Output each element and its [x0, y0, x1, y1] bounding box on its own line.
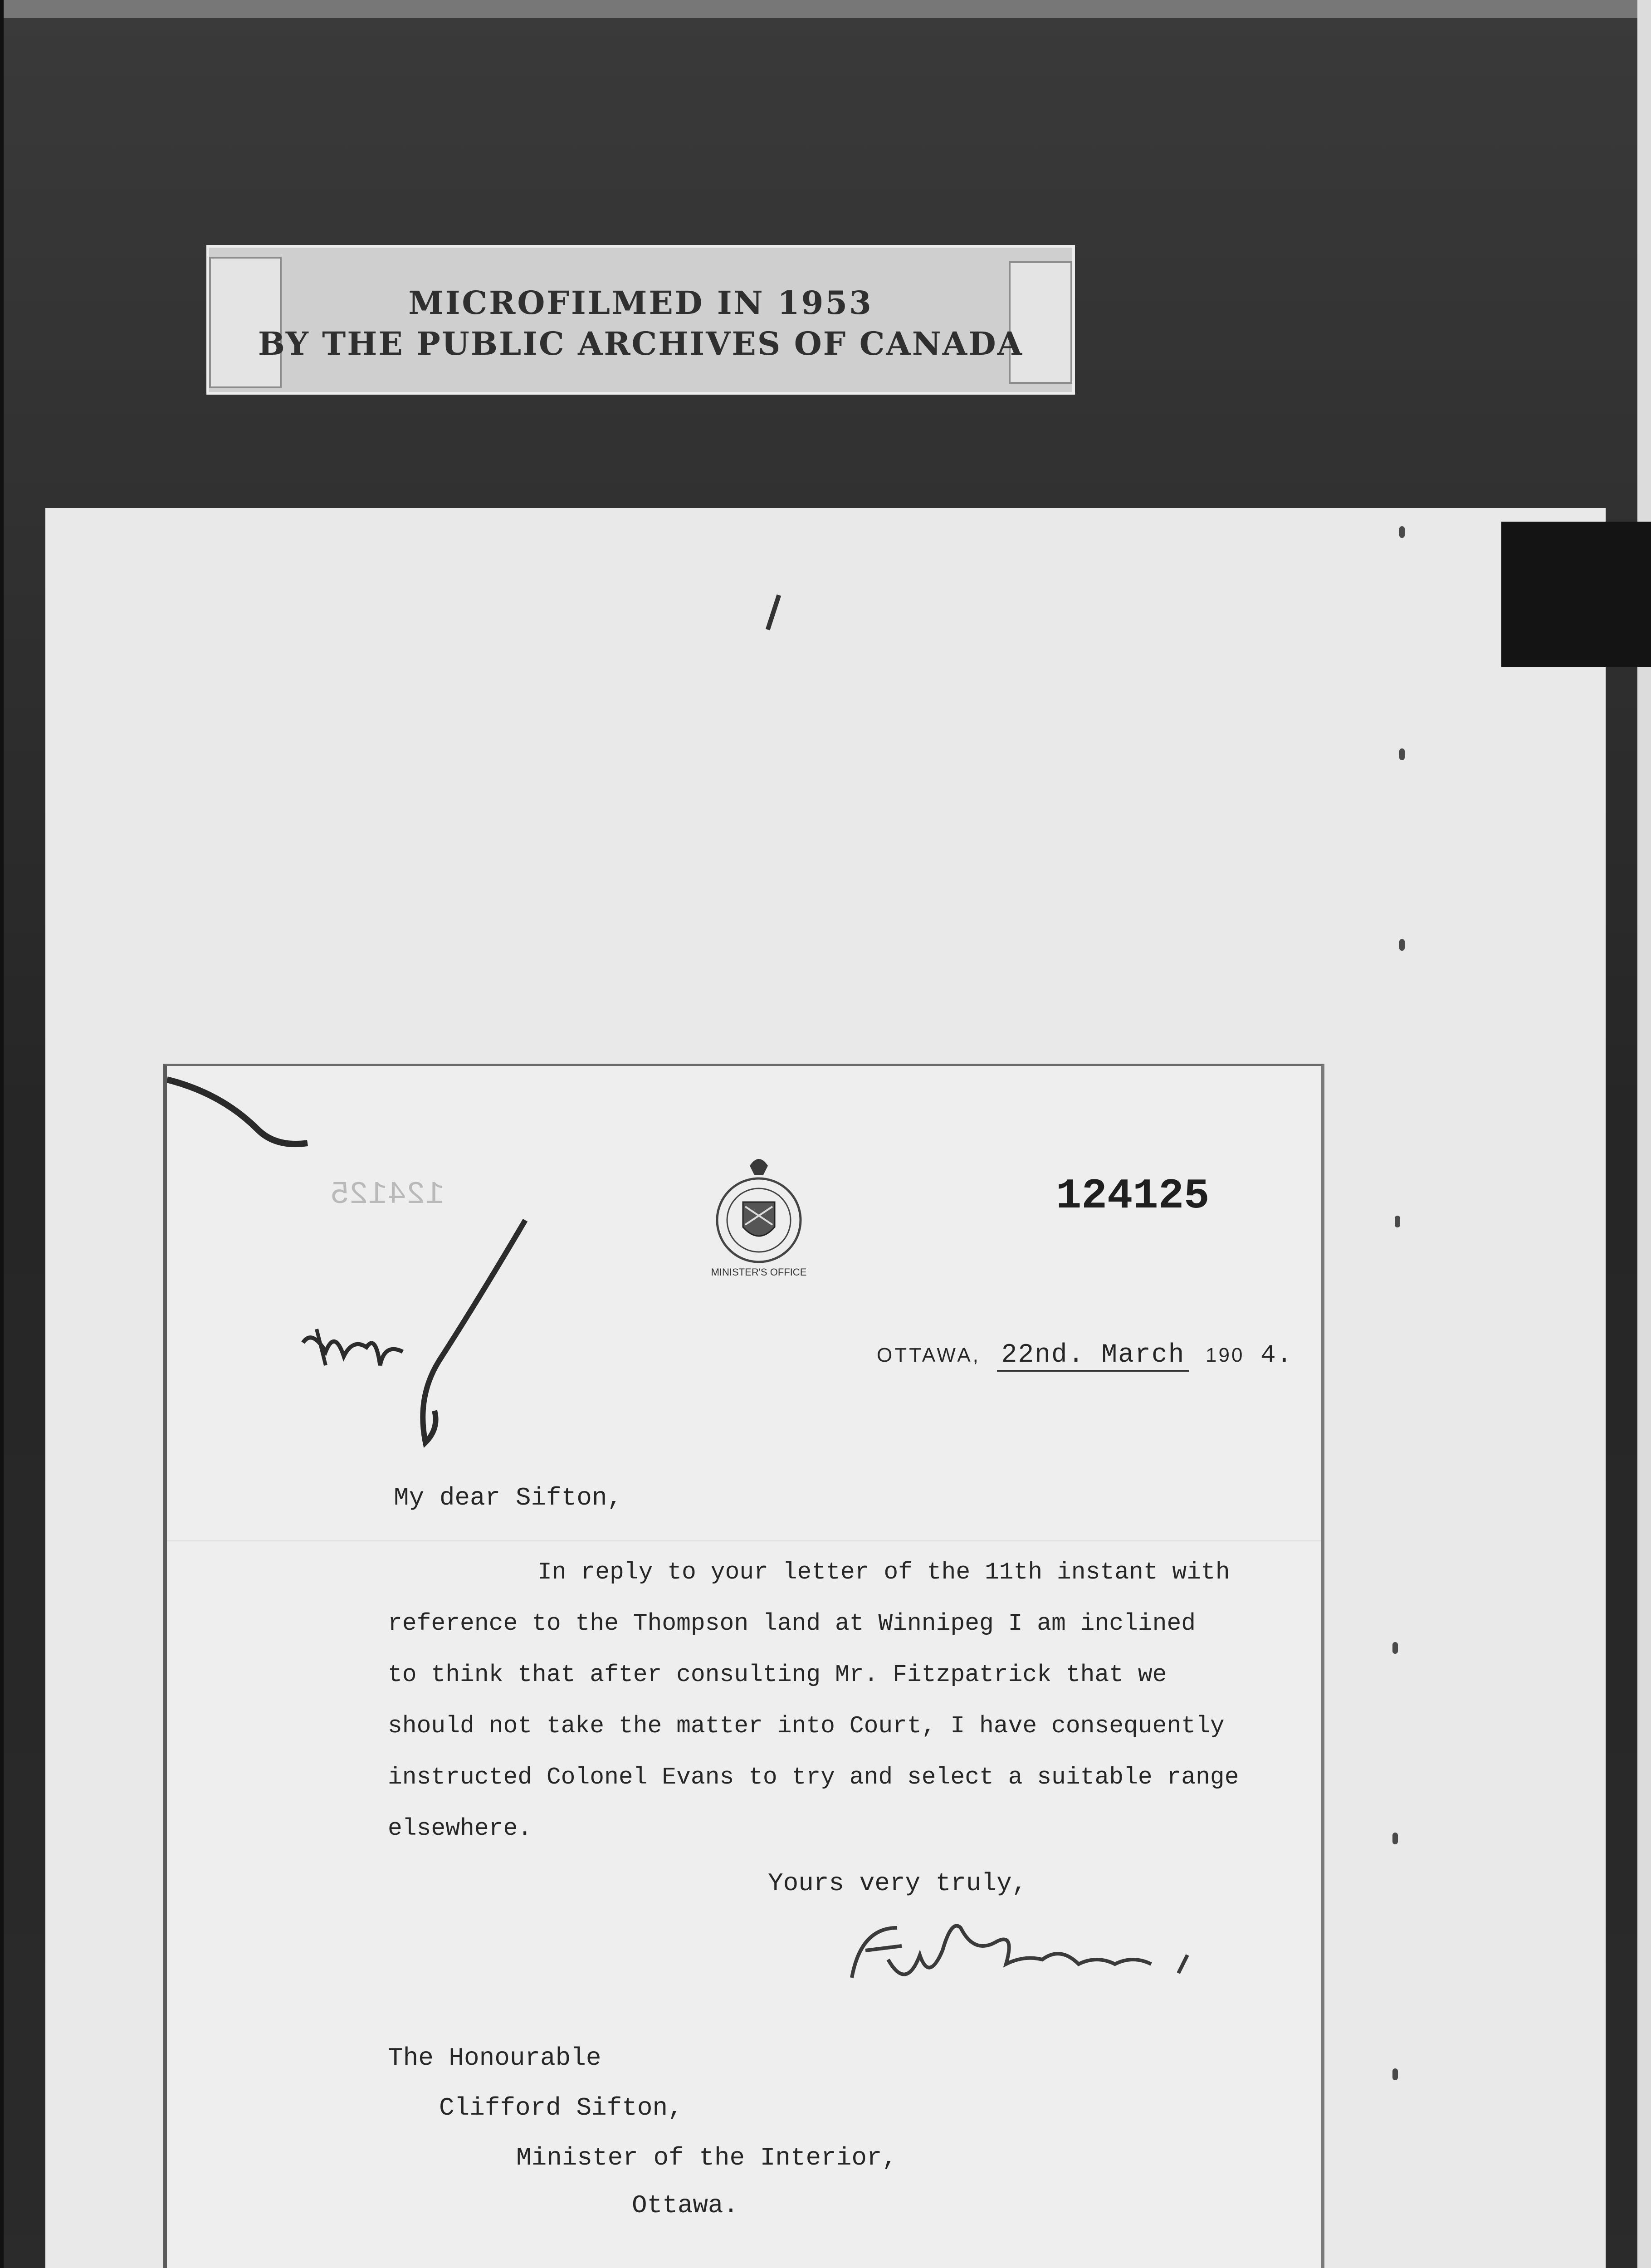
crest-emblem	[695, 1152, 822, 1288]
microfilm-banner	[206, 245, 1075, 395]
letter-body	[388, 1547, 1277, 1854]
address-line: Minister of the Interior,	[516, 2143, 898, 2172]
mount-shadow	[1501, 522, 1651, 667]
margin-mark	[1399, 526, 1405, 538]
address-line: Clifford Sifton,	[439, 2093, 683, 2122]
film-top-edge	[0, 0, 1651, 18]
margin-mark	[1392, 1833, 1398, 1844]
margin-mark	[1392, 2068, 1398, 2080]
dateline-century: 190	[1206, 1344, 1245, 1366]
signature	[825, 1901, 1233, 2005]
dateline-city: OTTAWA,	[877, 1344, 981, 1366]
film-right-edge	[1637, 0, 1651, 2268]
closing: Yours very truly,	[768, 1869, 1027, 1898]
body-line: should not take the matter into Court, I have consequently	[388, 1712, 1225, 1740]
salutation: My dear Sifton,	[394, 1483, 623, 1512]
file-number: 124125	[1056, 1173, 1210, 1221]
body-line: to think that after consulting Mr. Fitzpatrick that we	[388, 1661, 1167, 1688]
banner-line-2: BY THE PUBLIC ARCHIVES OF CANADA	[258, 325, 1024, 362]
banner-left-tab	[209, 257, 282, 388]
margin-mark	[1399, 748, 1405, 760]
body-line: In reply to your letter of the 11th instant with	[537, 1559, 1230, 1586]
margin-mark	[1399, 939, 1405, 951]
dateline	[877, 1340, 1293, 1372]
dateline-year-digit: 4.	[1260, 1340, 1293, 1369]
margin-mark	[1395, 1216, 1400, 1227]
address-line: Ottawa.	[632, 2191, 739, 2220]
banner-right-tab	[1009, 261, 1072, 384]
body-line: elsewhere.	[388, 1815, 532, 1842]
body-line: instructed Colonel Evans to try and select a suitable range	[388, 1764, 1239, 1791]
banner-line-1: MICROFILMED IN 1953	[408, 284, 873, 322]
show-through-number: 124125	[330, 1177, 445, 1213]
handwritten-initials	[289, 1216, 543, 1465]
fold-line	[167, 1540, 1321, 1541]
margin-mark	[1392, 1642, 1398, 1654]
address-line: The Honourable	[388, 2043, 601, 2072]
dateline-date: 22nd. March	[997, 1340, 1190, 1372]
crest-lower-text: MINISTER'S OFFICE	[711, 1266, 807, 1278]
corner-scribble	[167, 1066, 317, 1157]
body-line: reference to the Thompson land at Winnipeg I am inclined	[388, 1610, 1196, 1637]
film-left-edge	[0, 0, 4, 2268]
letter-page	[163, 1064, 1324, 2268]
